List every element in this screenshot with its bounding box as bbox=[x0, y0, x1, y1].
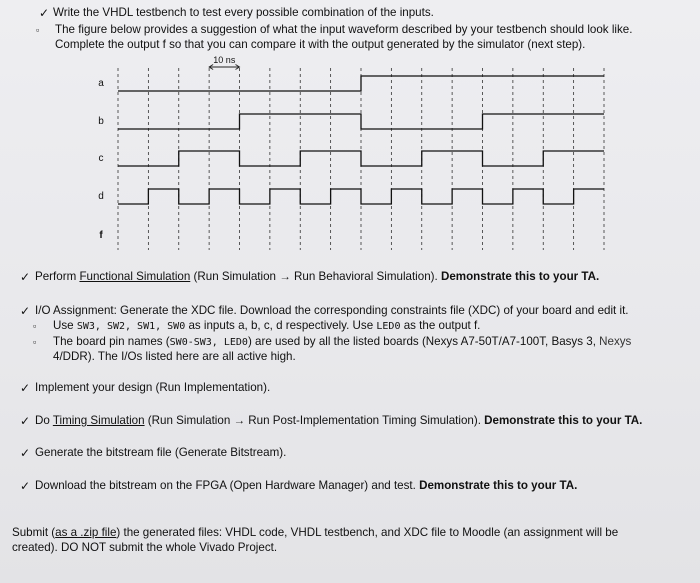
waveform-c bbox=[118, 151, 604, 166]
figure-description-line1: The figure below provides a suggestion of what the input waveform described by your testbench should look like. bbox=[55, 23, 633, 36]
task-generate-bitstream: Generate the bitstream file (Generate Bitstream). bbox=[35, 446, 287, 459]
checkmark-icon: ✓ bbox=[39, 6, 50, 20]
timing-simulation-link[interactable]: Timing Simulation bbox=[52, 414, 145, 427]
io-board-pins-line2: 4/DDR). The I/Os listed here are all active high. bbox=[53, 350, 296, 363]
bullet-icon: ▫ bbox=[33, 337, 37, 347]
task-functional-simulation: Perform Functional Simulation (Run Simulation → Run Behavioral Simulation). Demonstrate this to your TA. bbox=[35, 270, 600, 283]
period-label: 10 ns bbox=[213, 55, 236, 65]
bullet-icon: ▫ bbox=[36, 25, 40, 35]
checkmark-icon: ✓ bbox=[20, 414, 31, 428]
signal-label-f: f bbox=[99, 230, 103, 241]
waveform-b bbox=[118, 114, 604, 129]
submit-instructions-line2: created). DO NOT submit the whole Vivado Project. bbox=[12, 541, 278, 554]
checkmark-icon: ✓ bbox=[20, 270, 31, 284]
checkmark-icon: ✓ bbox=[20, 479, 31, 493]
submit-instructions-line1: Submit (as a .zip file) the generated files: VHDL code, VHDL testbench, and XDC file to Moodle (an assignment will be bbox=[12, 526, 619, 539]
checkmark-icon: ✓ bbox=[20, 381, 31, 395]
zip-file-link[interactable]: as a .zip file bbox=[55, 526, 117, 539]
io-board-pins-line1: The board pin names (SW0-SW3, LED0) are used by all the listed boards (Nexys A7-50T/A7-100T, Basys 3, Nexys bbox=[53, 335, 632, 348]
waveform-d bbox=[118, 189, 604, 204]
checkmark-icon: ✓ bbox=[20, 304, 31, 318]
figure-description-line2: Complete the output f so that you can compare it with the output generated by the simulator (next step). bbox=[55, 38, 586, 51]
task-timing-simulation: Do Timing Simulation (Run Simulation → Run Post-Implementation Timing Simulation). Demonstrate this to your TA. bbox=[35, 414, 643, 427]
checkmark-icon: ✓ bbox=[20, 446, 31, 460]
signal-label-a: a bbox=[98, 78, 104, 89]
task-io-assignment: I/O Assignment: Generate the XDC file. Download the corresponding constraints file (XDC) of your board and edit it. bbox=[35, 304, 629, 317]
signal-label-b: b bbox=[98, 116, 104, 127]
task-write-testbench: Write the VHDL testbench to test every possible combination of the inputs. bbox=[53, 6, 434, 19]
signal-label-c: c bbox=[98, 153, 104, 164]
waveform-a bbox=[118, 76, 604, 91]
task-download-bitstream: Download the bitstream on the FPGA (Open Hardware Manager) and test. Demonstrate this to your TA. bbox=[35, 479, 578, 492]
functional-simulation-link[interactable]: Functional Simulation bbox=[79, 270, 191, 283]
task-implement: Implement your design (Run Implementation). bbox=[35, 381, 271, 394]
bullet-icon: ▫ bbox=[33, 321, 37, 331]
io-switch-assignment: Use SW3, SW2, SW1, SW0 as inputs a, b, c, d respectively. Use LED0 as the output f. bbox=[53, 319, 481, 332]
signal-label-d: d bbox=[98, 191, 104, 202]
